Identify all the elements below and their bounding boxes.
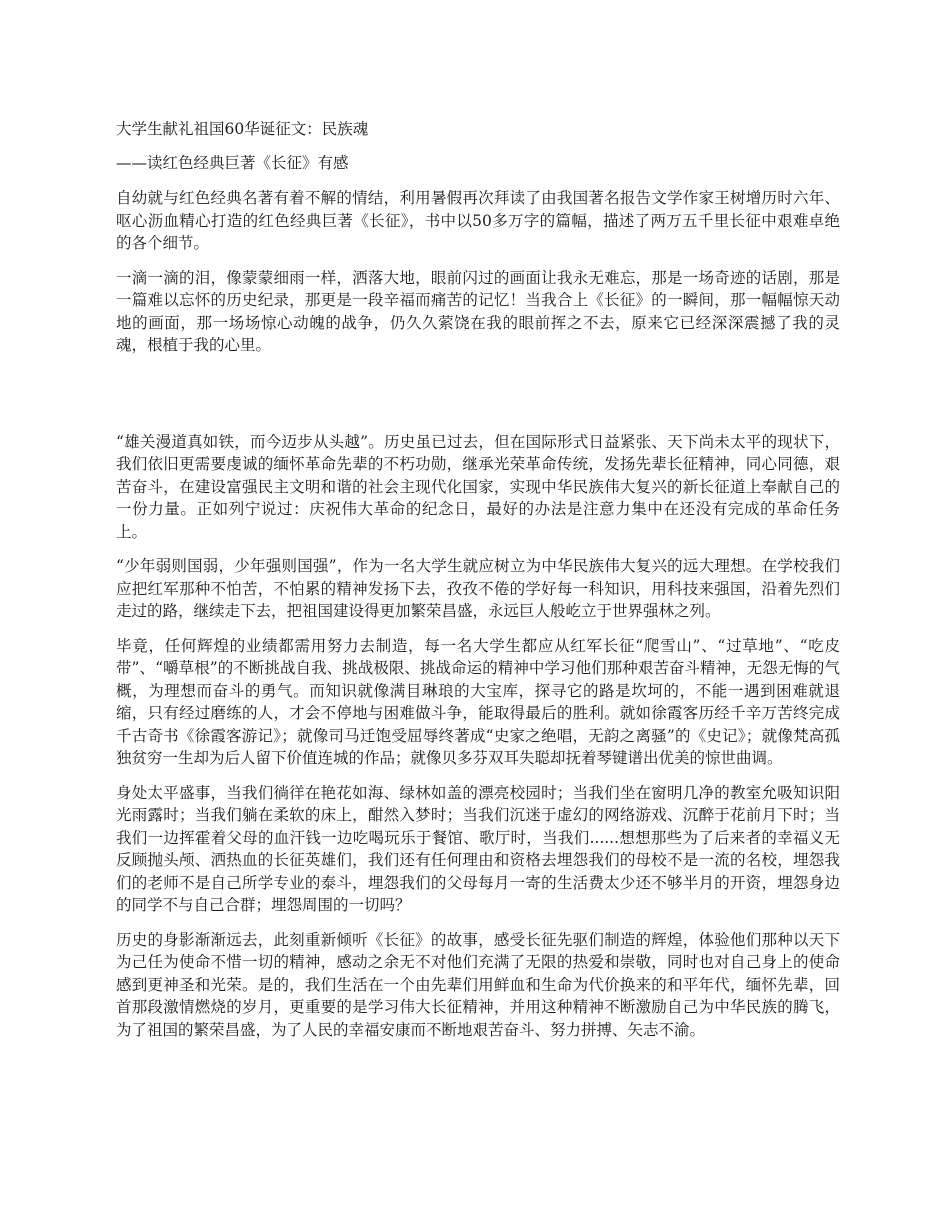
paragraph-6: 身处太平盛事，当我们徜徉在艳花如海、绿林如盖的漂亮校园时；当我们坐在窗明几净的教室允吸知识阳光雨露时；当我们躺在柔软的床上，酣然入梦时；当我们沉迷于虚幻的网络游戏、沉醉于花前月下时；当我们一边挥霍着父母的血汗钱一边吃喝玩乐于餐馆、歌厅时，当我们......想想那些为了后来者的幸福义无反顾抛头颅、洒热血的长征英雄们，我们还有任何理由和资格去埋怨我们的母校不是一流的名校，埋怨我们的老师不是自己所学专业的泰斗，埋怨我们的父母每月一寄的生活费太少还不够半月的开资，埋怨身边的同学不与自己合群；埋怨周围的一切吗？ [116, 783, 840, 914]
document-title: 大学生献礼祖国60华诞征文：民族魂 [116, 120, 369, 138]
blank-gap [116, 369, 840, 431]
paragraph-1: 自幼就与红色经典名著有着不解的情结，利用暑假再次拜读了由我国著名报告文学作家王树增历时六年、呕心沥血精心打造的红色经典巨著《长征》，书中以50多万字的篇幅，描述了两万五千里长征中艰难卓绝的各个细节。 [116, 189, 840, 252]
paragraph-2: 一滴一滴的泪，像蒙蒙细雨一样，洒落大地，眼前闪过的画面让我永无难忘，那是一场奇迹的话剧，那是一篇难以忘怀的历史纪录，那更是一段辛福而痛苦的记忆！当我合上《长征》的一瞬间，那一幅幅惊天动地的画面，那一场场惊心动魄的战争，仍久久萦饶在我的眼前挥之不去，原来它已经深深震撼了我的灵魂，根植于我的心里。 [116, 268, 840, 354]
paragraph-3: “雄关漫道真如铁，而今迈步从头越”。历史虽已过去，但在国际形式日益紧张、天下尚未太平的现状下，我们依旧更需要虔诚的缅怀革命先辈的不朽功勋，继承光荣革命传统，发扬先辈长征精神，同心同德，艰苦奋斗，在建设富强民主文明和谐的社会主现代化国家，实现中华民族伟大复兴的新长征道上奉献自己的一份力量。正如列宁说过：庆祝伟大革命的纪念日，最好的办法是注意力集中在还没有完成的革命任务上。 [116, 432, 840, 541]
paragraph-5: 毕竟，任何辉煌的业绩都需用努力去制造，每一名大学生都应从红军长征“爬雪山”、“过草地”、“吃皮带”、“嚼草根”的不断挑战自我、挑战极限、挑战命运的精神中学习他们那种艰苦奋斗精神，无怨无悔的气概，为理想而奋斗的勇气。而知识就像满目琳琅的大宝库，探寻它的路是坎坷的，不能一遇到困难就退缩，只有经过磨练的人，才会不停地与困难做斗争，能取得最后的胜利。就如徐霞客历经千辛万苦终完成千古奇书《徐霞客游记》；就像司马迁饱受屈辱终著成“史家之绝唱，无韵之离骚”的《史记》；就像梵高孤独贫穷一生却为后人留下价值连城的作品；就像贝多芬双耳失聪却抚着琴键谱出优美的惊世曲调。 [116, 636, 840, 767]
document-page [116, 118, 840, 1053]
paragraph-4: “少年弱则国弱，少年强则国强”，作为一名大学生就应树立为中华民族伟大复兴的远大理想。在学校我们应把红军那种不怕苦，不怕累的精神发扬下去，孜孜不倦的学好每一科知识，用科技来强国，沿着先烈们走过的路，继续走下去，把祖国建设得更加繁荣昌盛，永远巨人般屹立于世界强林之列。 [116, 557, 840, 620]
document-subtitle: ——读红色经典巨著《长征》有感 [116, 153, 349, 172]
paragraph-7: 历史的身影渐渐远去，此刻重新倾听《长征》的故事，感受长征先驱们制造的辉煌，体验他们那种以天下为己任为使命不惜一切的精神，感动之余无不对他们充满了无限的热爱和崇敬，同时也对自己身上的使命感到更神圣和光荣。是的，我们生活在一个由先辈们用鲜血和生命为代价换来的和平年代，缅怀先辈，回首那段激情燃烧的岁月，更重要的是学习伟大长征精神，并用这种精神不断激励自己为中华民族的腾飞，为了祖国的繁荣昌盛，为了人民的幸福安康而不断地艰苦奋斗、努力拼搏、矢志不渝。 [116, 930, 840, 1039]
